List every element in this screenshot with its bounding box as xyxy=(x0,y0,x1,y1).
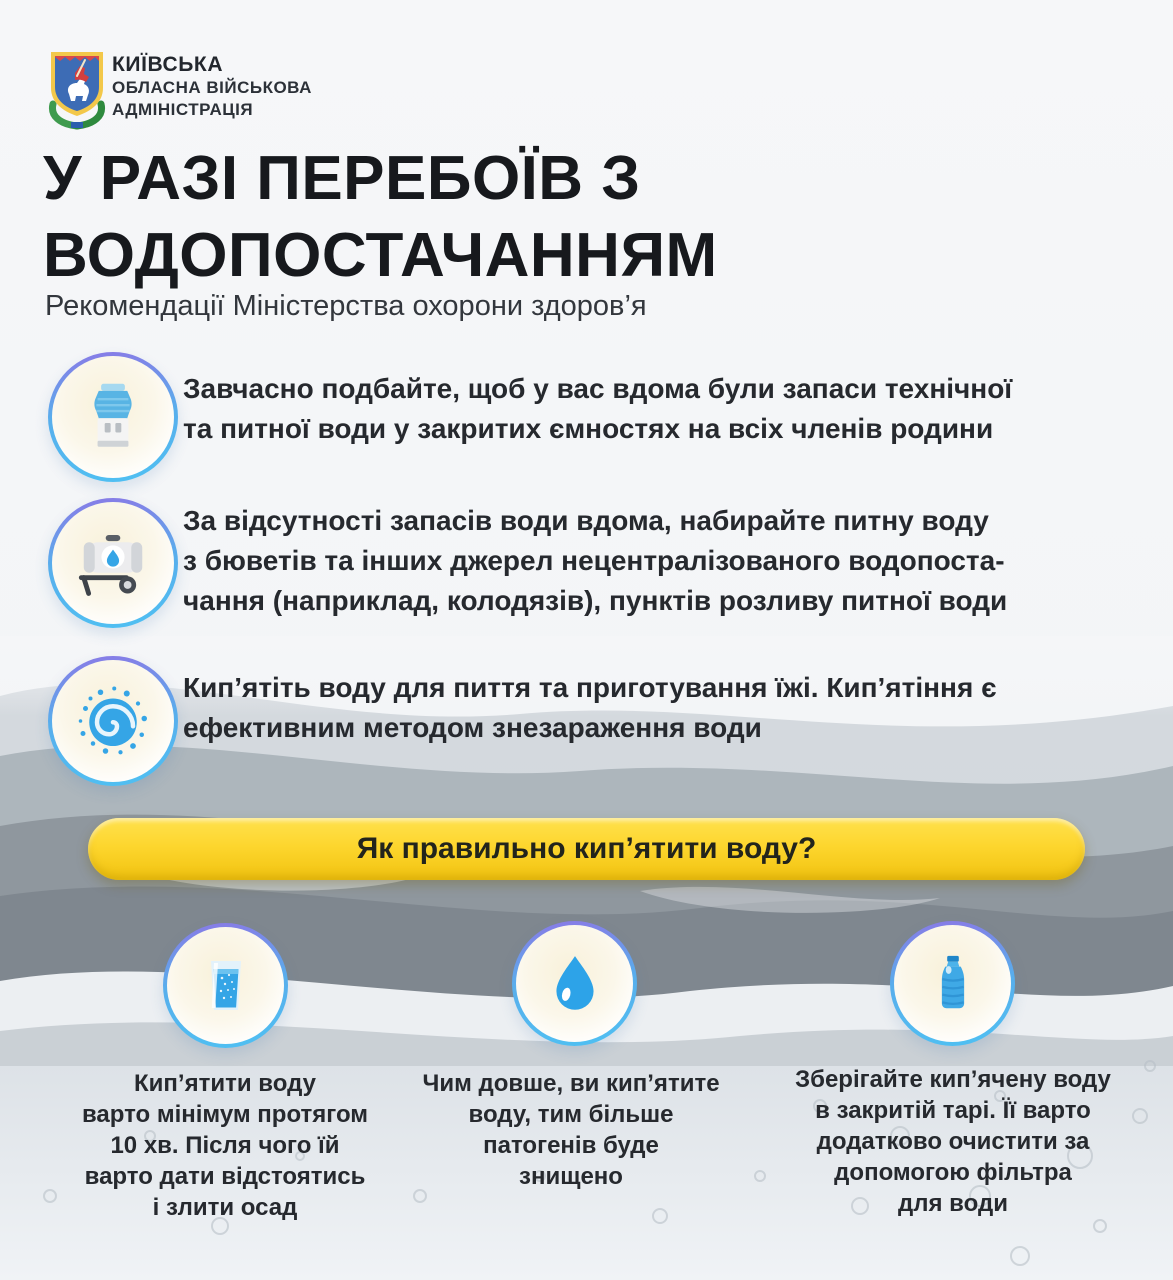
water-glass-icon xyxy=(163,923,288,1048)
step-line: варто мінімум протягом xyxy=(81,1101,369,1128)
tip-line: Кип’ятіть воду для пиття та приготування їжі. Кип’ятіння є xyxy=(183,672,997,703)
water-cooler-icon xyxy=(48,352,178,482)
water-drop-icon xyxy=(512,921,637,1046)
tip-line: та питної води у закритих ємностях на всіх членів родини xyxy=(183,413,994,444)
page-title-line: У РАЗІ ПЕРЕБОЇВ З xyxy=(43,144,641,213)
org-name xyxy=(112,52,312,121)
water-bottle-icon xyxy=(890,921,1015,1046)
step-line: варто дати відстоятись xyxy=(84,1163,366,1190)
step-line: воду, тим більше xyxy=(468,1101,674,1128)
step-line: Кип’ятити воду xyxy=(134,1070,316,1097)
step-line: патогенів буде xyxy=(483,1132,659,1159)
page-title xyxy=(43,140,718,294)
step-text xyxy=(40,1068,410,1223)
step-text xyxy=(758,1064,1148,1219)
tip-line: чання (наприклад, колодязів), пунктів розливу питної води xyxy=(183,585,1008,616)
step-line: знищено xyxy=(519,1163,623,1190)
section-banner xyxy=(88,818,1085,880)
section-banner-label: Як правильно кип’ятити воду? xyxy=(356,832,817,865)
step-line: Чим довше, ви кип’ятите xyxy=(422,1070,720,1097)
step-line: і злити осад xyxy=(152,1194,298,1221)
page-subtitle: Рекомендації Міністерства охорони здоров’я xyxy=(45,290,647,322)
step-text xyxy=(396,1068,746,1192)
tip-line: Завчасно подбайте, щоб у вас вдома були запаси технічної xyxy=(183,373,1013,404)
org-name-line: АДМІНІСТРАЦІЯ xyxy=(112,100,254,119)
tip-line: ефективним методом знезараження води xyxy=(183,712,762,743)
tip-text xyxy=(183,501,1007,621)
step-line: 10 хв. Після чого їй xyxy=(110,1132,340,1159)
org-name-line: ОБЛАСНА ВІЙСЬКОВА xyxy=(112,78,312,97)
tip-line: За відсутності запасів води вдома, набирайте питну воду xyxy=(183,505,989,536)
kyiv-oblast-coat-of-arms-icon xyxy=(45,46,109,130)
boiling-water-swirl-icon xyxy=(48,656,178,786)
tip-text xyxy=(183,369,1012,449)
org-name-line: КИЇВСЬКА xyxy=(112,53,224,76)
step-line: для води xyxy=(898,1190,1008,1217)
step-line: в закритій тарі. Її варто xyxy=(815,1097,1091,1124)
tip-line: з бюветів та інших джерел нецентралізованого водопоста- xyxy=(183,545,1005,576)
step-line: Зберігайте кип’ячену воду xyxy=(795,1066,1111,1093)
step-line: допомогою фільтра xyxy=(834,1159,1072,1186)
tip-text xyxy=(183,668,997,748)
page-title-line: ВОДОПОСТАЧАННЯМ xyxy=(43,221,718,290)
step-line: додатково очистити за xyxy=(816,1128,1090,1155)
water-tank-trailer-icon xyxy=(48,498,178,628)
